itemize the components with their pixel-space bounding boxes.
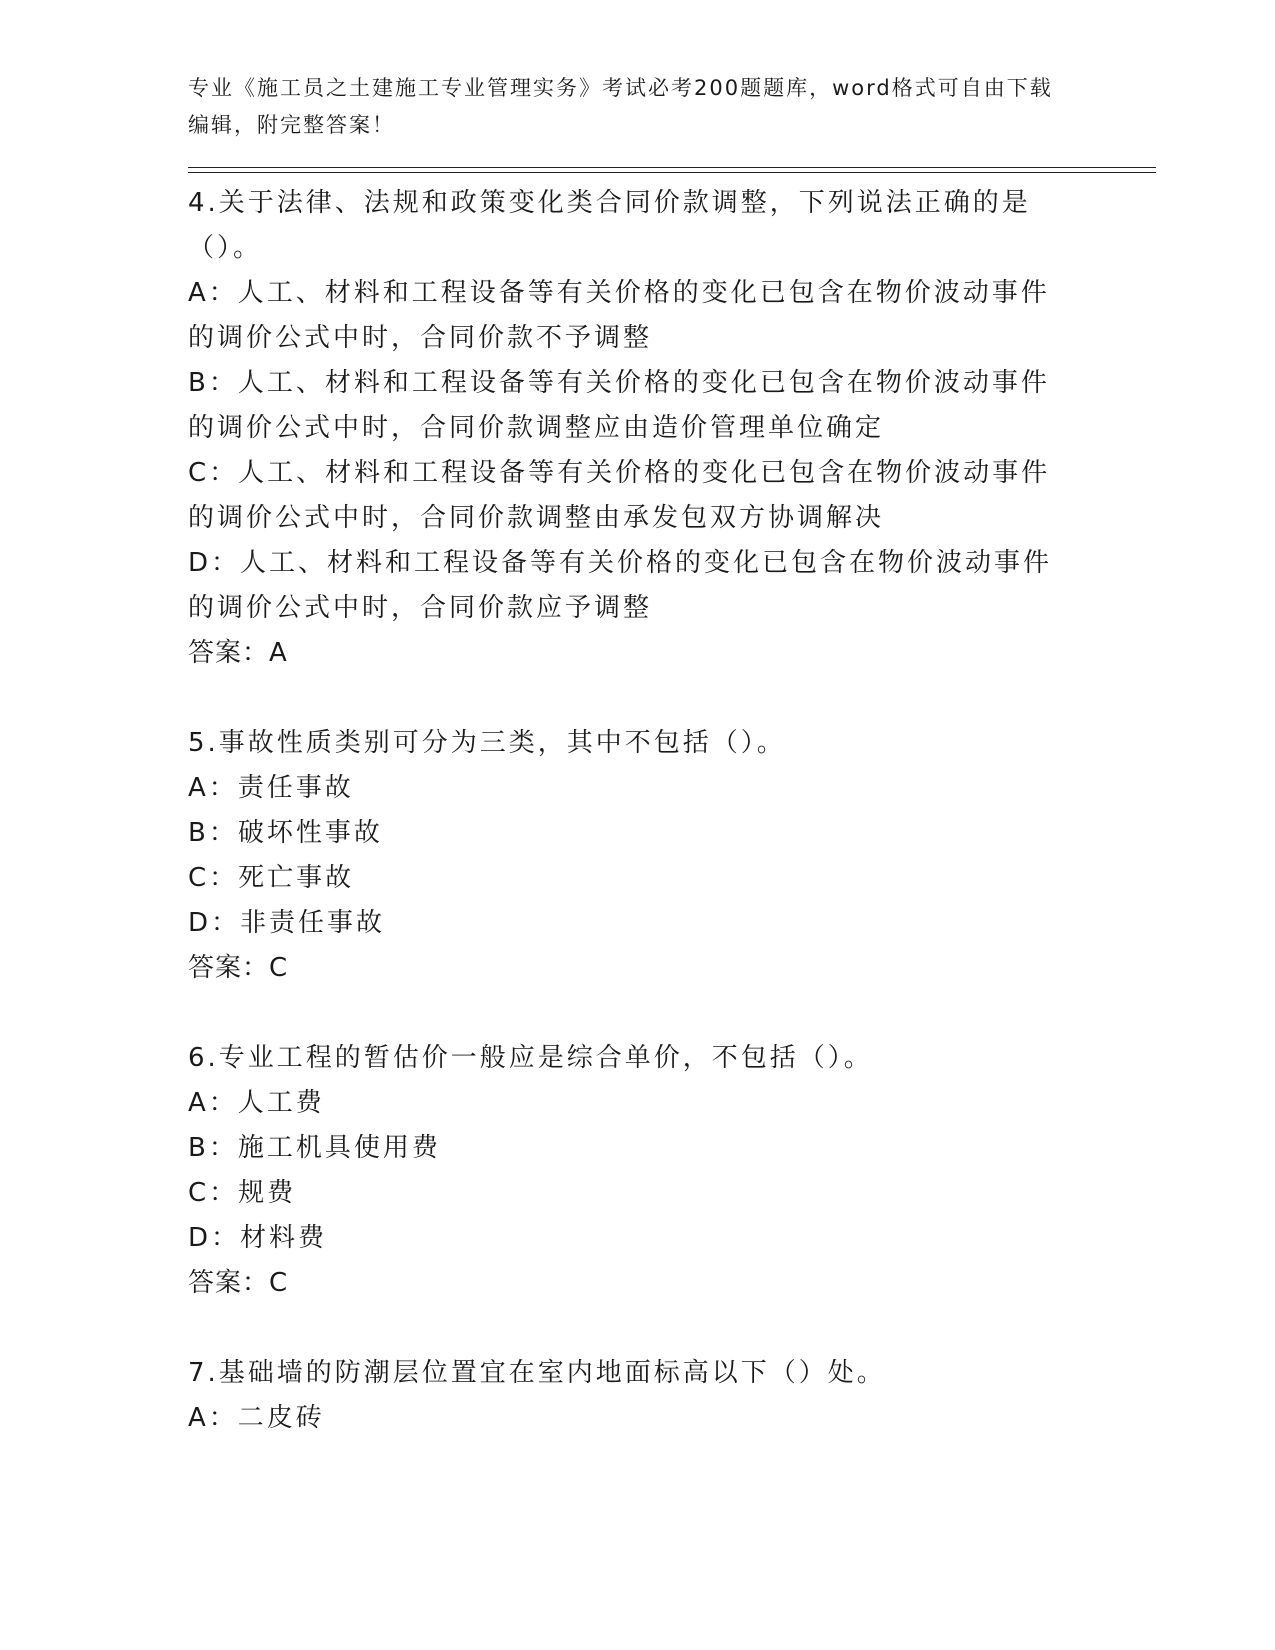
option-b: B：破坏性事故	[188, 818, 383, 848]
option-c: C：死亡事故	[188, 863, 355, 893]
question-spacer	[188, 676, 1148, 721]
question-text: 4.关于法律、法规和政策变化类合同价款调整，下列说法正确的是（）。	[188, 188, 1031, 263]
option-a: A：人工费	[188, 1088, 325, 1118]
document-page	[188, 70, 1148, 1441]
question-7	[188, 1351, 1148, 1441]
option-a: A：二皮砖	[188, 1403, 325, 1433]
answer: 答案：C	[188, 1268, 289, 1298]
question-text: 5.事故性质类别可分为三类，其中不包括（）。	[188, 728, 786, 758]
question-spacer	[188, 1306, 1148, 1351]
option-d: D：人工、材料和工程设备等有关价格的变化已包含在物价波动事件的调价公式中时，合同价款应予调整	[188, 548, 1053, 623]
option-d: D：非责任事故	[188, 908, 386, 938]
question-4	[188, 181, 1148, 676]
question-text: 7.基础墙的防潮层位置宜在室内地面标高以下（）处。	[188, 1358, 886, 1388]
option-c: C：规费	[188, 1178, 297, 1208]
option-a: A：人工、材料和工程设备等有关价格的变化已包含在物价波动事件的调价公式中时，合同价款不予调整	[188, 278, 1050, 353]
option-b: B：施工机具使用费	[188, 1133, 441, 1163]
question-6	[188, 1036, 1148, 1306]
question-spacer	[188, 991, 1148, 1036]
header-divider	[188, 167, 1156, 173]
option-d: D：材料费	[188, 1223, 328, 1253]
option-b: B：人工、材料和工程设备等有关价格的变化已包含在物价波动事件的调价公式中时，合同价款调整应由造价管理单位确定	[188, 368, 1050, 443]
question-5	[188, 721, 1148, 991]
question-text: 6.专业工程的暂估价一般应是综合单价，不包括（）。	[188, 1043, 873, 1073]
option-a: A：责任事故	[188, 773, 354, 803]
document-header: 专业《施工员之土建施工专业管理实务》考试必考200题题库，word格式可自由下载编辑，附完整答案！	[188, 76, 1053, 137]
answer: 答案：A	[188, 638, 288, 668]
answer: 答案：C	[188, 953, 289, 983]
option-c: C：人工、材料和工程设备等有关价格的变化已包含在物价波动事件的调价公式中时，合同价款调整由承发包双方协调解决	[188, 458, 1051, 533]
